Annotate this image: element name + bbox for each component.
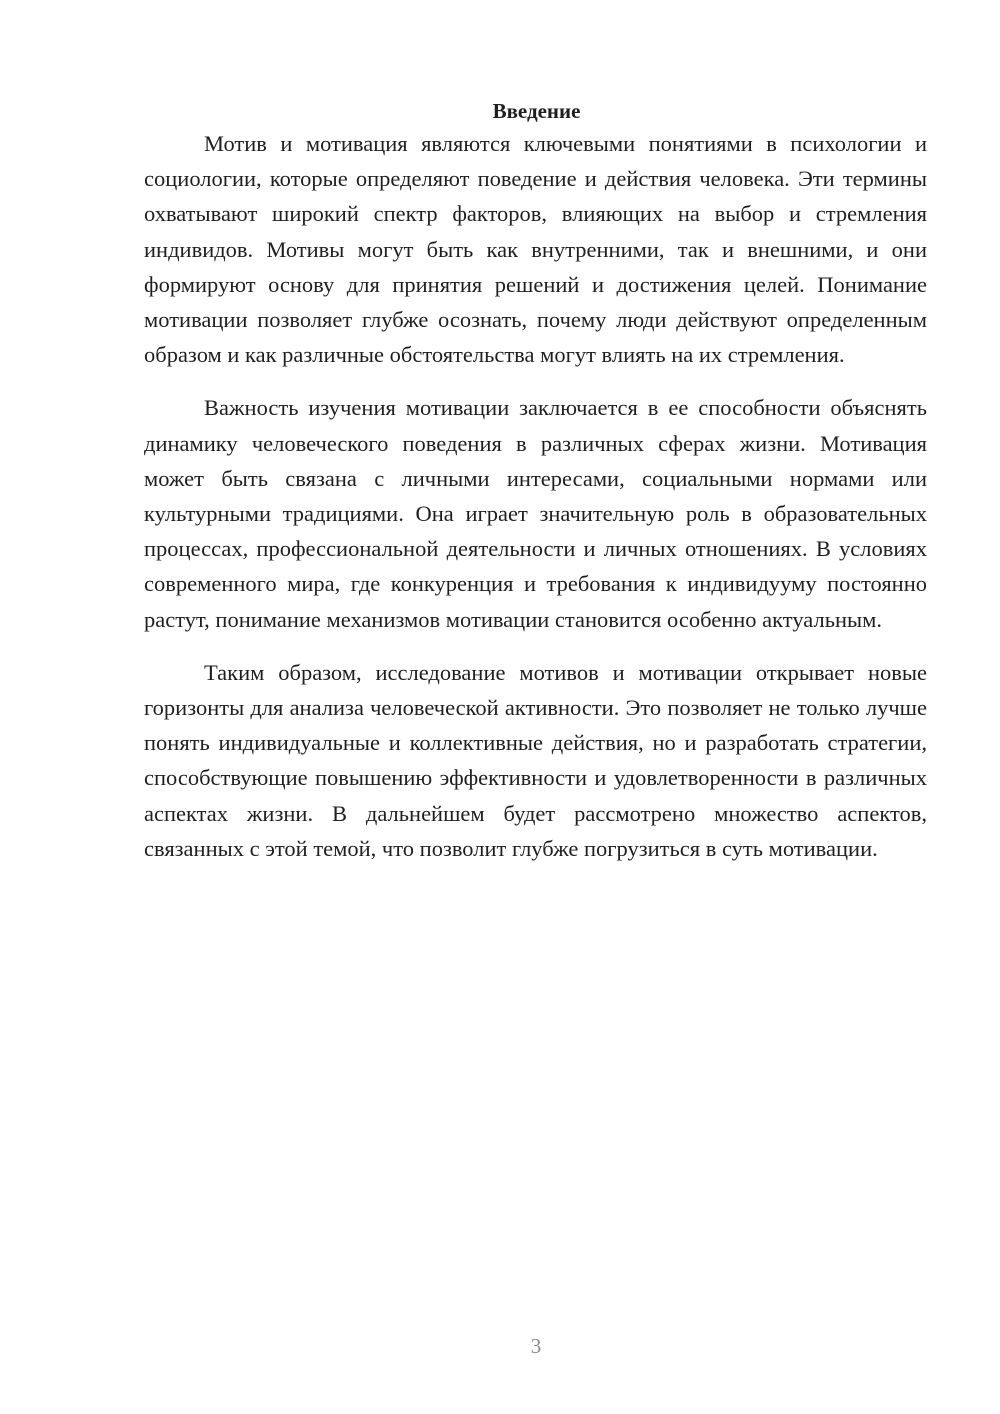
section-heading: Введение bbox=[492, 99, 581, 123]
page-content bbox=[144, 96, 927, 866]
paragraph-3: Таким образом, исследование мотивов и мотивации открывает новые горизонты для анализа человеческой активности. Это позволяет не только лучше понять индивидуальные и коллективные действия, но и разработать стратегии, способствующие повышению эффективности и удовлетворенности в различных аспектах жизни. В дальнейшем будет рассмотрено множество аспектов, связанных с этой темой, что позволит глубже погрузиться в суть мотивации. bbox=[144, 659, 927, 861]
page-number: 3 bbox=[530, 1334, 542, 1358]
paragraph-1: Мотив и мотивация являются ключевыми понятиями в психологии и социологии, которые определяют поведение и действия человека. Эти термины охватывают широкий спектр факторов, влияющих на выбор и стремления индивидов. Мотивы могут быть как внутренними, так и внешними, и они формируют основу для принятия решений и достижения целей. Понимание мотивации позволяет глубже осознать, почему люди действуют определенным образом и как различные обстоятельства могут влиять на их стремления. bbox=[144, 131, 927, 368]
paragraph-2: Важность изучения мотивации заключается в ее способности объяснять динамику человеческого поведения в различных сферах жизни. Мотивация может быть связана с личными интересами, социальными нормами или культурными традициями. Она играет значительную роль в образовательных процессах, профессиональной деятельности и личных отношениях. В условиях современного мира, где конкуренция и требования к индивидууму постоянно растут, понимание механизмов мотивации становится особенно актуальным. bbox=[144, 395, 927, 632]
